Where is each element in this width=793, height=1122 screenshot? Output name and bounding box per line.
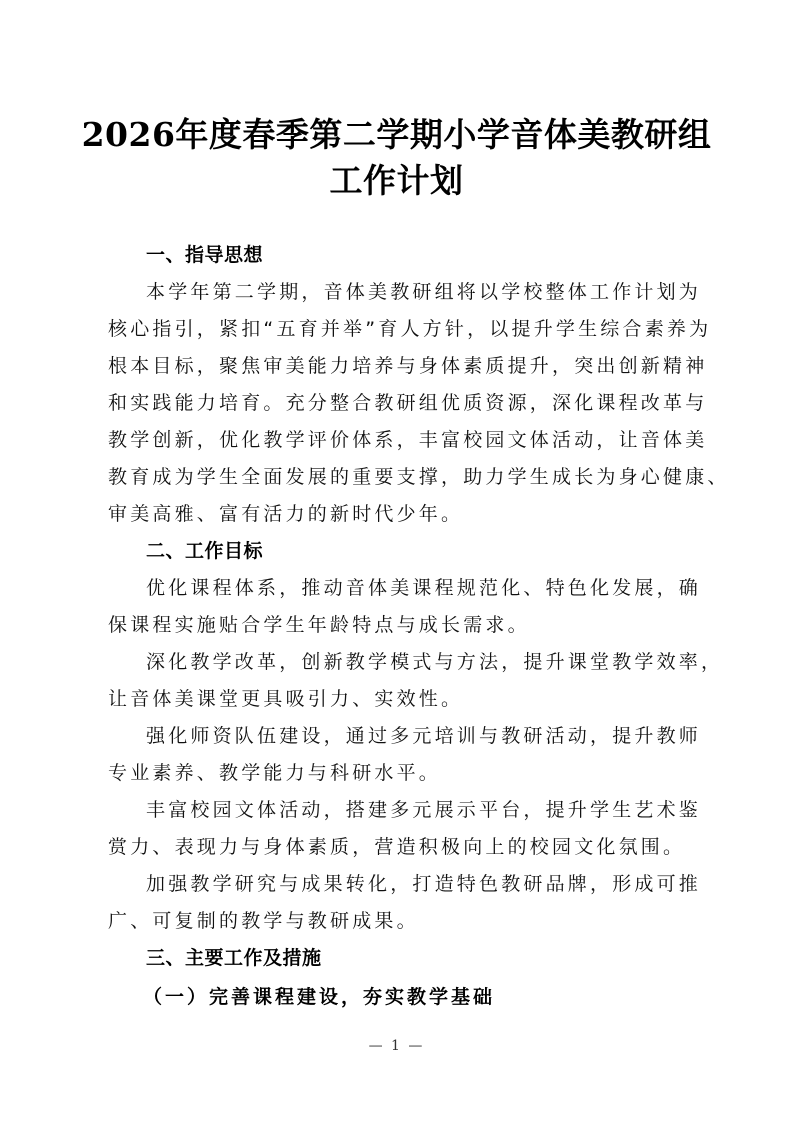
- document-title-line-2: 工作计划: [329, 161, 464, 200]
- paragraph-line: 让音体美课堂更具吸引力、实效性。: [108, 688, 464, 710]
- paragraph-line: 核心指引，紧扣“五育并举”育人方针，以提升学生综合素养为: [108, 318, 712, 340]
- section-heading-guiding-ideology: 一、指导思想: [146, 244, 264, 266]
- document-title-line-1: 2026年度春季第二学期小学音体美教研组: [81, 115, 712, 154]
- section-heading-main-work: 三、主要工作及措施: [146, 947, 322, 969]
- paragraph-line: 审美高雅、富有活力的新时代少年。: [108, 503, 464, 525]
- paragraph-line: 专业素养、教学能力与科研水平。: [108, 762, 442, 784]
- paragraph-line: 丰富校园文体活动，搭建多元展示平台，提升学生艺术鉴: [146, 799, 702, 821]
- paragraph-line: 深化教学改革，创新教学模式与方法，提升课堂教学效率，: [146, 651, 724, 673]
- paragraph-line: 广、可复制的教学与教研成果。: [108, 910, 419, 932]
- paragraph-line: 加强教学研究与成果转化，打造特色教研品牌，形成可推: [146, 873, 702, 895]
- paragraph-line: 保课程实施贴合学生年龄特点与成长需求。: [108, 614, 530, 636]
- paragraph-line: 优化课程体系，推动音体美课程规范化、特色化发展，确: [146, 577, 702, 599]
- paragraph-line: 强化师资队伍建设，通过多元培训与教研活动，提升教师: [146, 725, 702, 747]
- paragraph-line: 教育成为学生全面发展的重要支撑，助力学生成长为身心健康、: [108, 466, 730, 488]
- paragraph-line: 根本目标，聚焦审美能力培养与身体素质提升，突出创新精神: [108, 355, 708, 377]
- section-heading-work-goals: 二、工作目标: [146, 540, 264, 562]
- paragraph-line: 和实践能力培育。充分整合教研组优质资源，深化课程改革与: [108, 392, 708, 414]
- subsection-heading-curriculum: （一）完善课程建设，夯实教学基础: [143, 986, 496, 1008]
- paragraph-line: 教学创新，优化教学评价体系，丰富校园文体活动，让音体美: [108, 429, 708, 451]
- paragraph-line: 本学年第二学期，音体美教研组将以学校整体工作计划为: [146, 281, 702, 303]
- paragraph-line: 赏力、表现力与身体素质，营造积极向上的校园文化氛围。: [108, 836, 686, 858]
- page-number: — 1 —: [368, 1038, 425, 1054]
